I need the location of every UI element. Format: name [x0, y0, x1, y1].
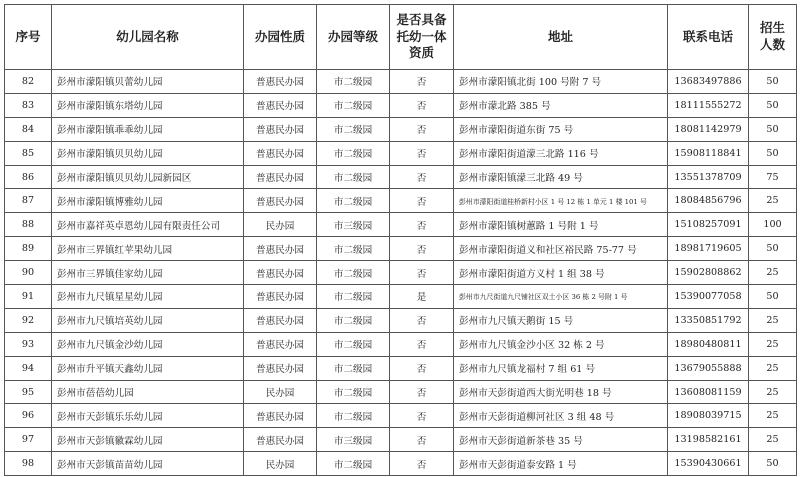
- cell-integrated: 否: [390, 452, 454, 476]
- cell-integrated: 否: [390, 356, 454, 380]
- kindergarten-table: [4, 4, 797, 476]
- cell-integrated: 否: [390, 189, 454, 213]
- cell-seq: 89: [5, 237, 52, 261]
- cell-name: 彭州市濛阳镇博雅幼儿园: [52, 189, 244, 213]
- cell-level: 市二级园: [317, 452, 390, 476]
- cell-address: 彭州市九尺街道九尺铺社区双土小区 36 栋 2 号附 1 号: [454, 285, 668, 309]
- cell-integrated: 否: [390, 404, 454, 428]
- cell-seq: 96: [5, 404, 52, 428]
- cell-level: 市三级园: [317, 213, 390, 237]
- cell-integrated: 否: [390, 165, 454, 189]
- cell-level: 市二级园: [317, 189, 390, 213]
- cell-phone: 18981719605: [668, 237, 749, 261]
- cell-address: 彭州市天彭街道新茶巷 35 号: [454, 428, 668, 452]
- header-level: 办园等级: [317, 5, 390, 70]
- cell-name: 彭州市濛阳镇贝贝幼儿园新园区: [52, 165, 244, 189]
- cell-phone: 15390077058: [668, 285, 749, 309]
- table-row: [5, 261, 797, 285]
- cell-nature: 普惠民办园: [244, 332, 317, 356]
- header-phone: 联系电话: [668, 5, 749, 70]
- table-row: [5, 404, 797, 428]
- cell-address: 彭州市濛阳镇濛三北路 49 号: [454, 165, 668, 189]
- cell-address: 彭州市濛阳街道方义村 1 组 38 号: [454, 261, 668, 285]
- cell-seq: 83: [5, 93, 52, 117]
- cell-seq: 86: [5, 165, 52, 189]
- table-row: [5, 93, 797, 117]
- cell-address: 彭州市濛阳街道桂桥新村小区 1 号 12 栋 1 单元 1 楼 101 号: [454, 189, 668, 213]
- header-integrated-line2: 托幼一体: [396, 28, 447, 44]
- cell-nature: 普惠民办园: [244, 93, 317, 117]
- cell-name: 彭州市天彭镇乐乐幼儿园: [52, 404, 244, 428]
- cell-integrated: 否: [390, 332, 454, 356]
- cell-level: 市二级园: [317, 141, 390, 165]
- cell-nature: 普惠民办园: [244, 165, 317, 189]
- cell-enroll: 50: [749, 93, 797, 117]
- cell-enroll: 25: [749, 332, 797, 356]
- cell-enroll: 50: [749, 117, 797, 141]
- table-row: [5, 356, 797, 380]
- cell-level: 市二级园: [317, 165, 390, 189]
- header-enroll-line1: 招生: [759, 20, 785, 36]
- cell-nature: 普惠民办园: [244, 237, 317, 261]
- cell-address: 彭州市九尺镇金沙小区 32 栋 2 号: [454, 332, 668, 356]
- cell-phone: 13679055888: [668, 356, 749, 380]
- cell-nature: 普惠民办园: [244, 261, 317, 285]
- cell-seq: 84: [5, 117, 52, 141]
- cell-name: 彭州市嘉祥英卓恩幼儿园有限责任公司: [52, 213, 244, 237]
- cell-integrated: 否: [390, 93, 454, 117]
- cell-address: 彭州市九尺镇天鹅街 15 号: [454, 308, 668, 332]
- cell-enroll: 50: [749, 285, 797, 309]
- cell-level: 市二级园: [317, 404, 390, 428]
- cell-address: 彭州市濛北路 385 号: [454, 93, 668, 117]
- cell-enroll: 50: [749, 452, 797, 476]
- table-row: [5, 165, 797, 189]
- cell-enroll: 25: [749, 428, 797, 452]
- cell-integrated: 否: [390, 428, 454, 452]
- cell-nature: 普惠民办园: [244, 308, 317, 332]
- cell-nature: 普惠民办园: [244, 117, 317, 141]
- cell-name: 彭州市濛阳镇乖乖幼儿园: [52, 117, 244, 141]
- cell-seq: 91: [5, 285, 52, 309]
- cell-level: 市二级园: [317, 356, 390, 380]
- cell-integrated: 否: [390, 237, 454, 261]
- cell-enroll: 75: [749, 165, 797, 189]
- header-enroll-line2: 人数: [759, 37, 785, 52]
- cell-level: 市二级园: [317, 332, 390, 356]
- cell-phone: 18908039715: [668, 404, 749, 428]
- cell-enroll: 100: [749, 213, 797, 237]
- cell-integrated: 否: [390, 380, 454, 404]
- cell-address: 彭州市濛阳街道东街 75 号: [454, 117, 668, 141]
- header-nature: 办园性质: [244, 5, 317, 70]
- table-row: [5, 428, 797, 452]
- table-row: [5, 332, 797, 356]
- cell-nature: 民办园: [244, 452, 317, 476]
- cell-name: 彭州市升平镇天鑫幼儿园: [52, 356, 244, 380]
- cell-enroll: 50: [749, 70, 797, 94]
- cell-seq: 87: [5, 189, 52, 213]
- cell-name: 彭州市濛阳镇贝贝幼儿园: [52, 141, 244, 165]
- cell-integrated: 是: [390, 285, 454, 309]
- cell-address: 彭州市天彭街道西大街光明巷 18 号: [454, 380, 668, 404]
- cell-seq: 98: [5, 452, 52, 476]
- cell-nature: 民办园: [244, 213, 317, 237]
- cell-seq: 94: [5, 356, 52, 380]
- cell-integrated: 否: [390, 70, 454, 94]
- cell-nature: 普惠民办园: [244, 404, 317, 428]
- cell-level: 市二级园: [317, 93, 390, 117]
- cell-enroll: 25: [749, 308, 797, 332]
- cell-integrated: 否: [390, 117, 454, 141]
- cell-integrated: 否: [390, 213, 454, 237]
- cell-nature: 普惠民办园: [244, 70, 317, 94]
- cell-phone: 13551378709: [668, 165, 749, 189]
- header-address: 地址: [454, 5, 668, 70]
- cell-seq: 92: [5, 308, 52, 332]
- cell-nature: 普惠民办园: [244, 285, 317, 309]
- cell-enroll: 50: [749, 141, 797, 165]
- table-row: [5, 213, 797, 237]
- cell-nature: 普惠民办园: [244, 189, 317, 213]
- cell-level: 市二级园: [317, 117, 390, 141]
- cell-level: 市二级园: [317, 261, 390, 285]
- cell-name: 彭州市九尺镇金沙幼儿园: [52, 332, 244, 356]
- header-name: 幼儿园名称: [52, 5, 244, 70]
- table-row: [5, 70, 797, 94]
- cell-name: 彭州市天彭镇徽霖幼儿园: [52, 428, 244, 452]
- cell-seq: 90: [5, 261, 52, 285]
- cell-level: 市二级园: [317, 237, 390, 261]
- cell-address: 彭州市天彭街道泰安路 1 号: [454, 452, 668, 476]
- header-seq: 序号: [5, 5, 52, 70]
- cell-seq: 95: [5, 380, 52, 404]
- cell-phone: 15108257091: [668, 213, 749, 237]
- cell-integrated: 否: [390, 141, 454, 165]
- cell-name: 彭州市天彭镇苗苗幼儿园: [52, 452, 244, 476]
- cell-enroll: 25: [749, 356, 797, 380]
- cell-phone: 13608081159: [668, 380, 749, 404]
- table-row: [5, 189, 797, 213]
- cell-name: 彭州市蓓蓓幼儿园: [52, 380, 244, 404]
- cell-address: 彭州市濛阳镇北街 100 号附 7 号: [454, 70, 668, 94]
- cell-address: 彭州市濛阳镇树蕙路 1 号附 1 号: [454, 213, 668, 237]
- cell-enroll: 25: [749, 404, 797, 428]
- header-integrated-line3: 资质: [408, 45, 434, 61]
- cell-phone: 18980480811: [668, 332, 749, 356]
- cell-name: 彭州市三界镇佳家幼儿园: [52, 261, 244, 285]
- cell-phone: 18111555272: [668, 93, 749, 117]
- cell-seq: 82: [5, 70, 52, 94]
- cell-enroll: 25: [749, 380, 797, 404]
- cell-level: 市二级园: [317, 308, 390, 332]
- table-row: [5, 117, 797, 141]
- cell-name: 彭州市九尺镇培英幼儿园: [52, 308, 244, 332]
- cell-address: 彭州市九尺镇龙福村 7 组 61 号: [454, 356, 668, 380]
- cell-integrated: 否: [390, 308, 454, 332]
- cell-name: 彭州市濛阳镇东塔幼儿园: [52, 93, 244, 117]
- cell-level: 市二级园: [317, 380, 390, 404]
- cell-seq: 88: [5, 213, 52, 237]
- cell-phone: 13198582161: [668, 428, 749, 452]
- cell-address: 彭州市濛阳街道濛三北路 116 号: [454, 141, 668, 165]
- table-row: [5, 452, 797, 476]
- cell-phone: 15390430661: [668, 452, 749, 476]
- cell-nature: 普惠民办园: [244, 141, 317, 165]
- cell-integrated: 否: [390, 261, 454, 285]
- cell-name: 彭州市三界镇红苹果幼儿园: [52, 237, 244, 261]
- header-integrated-line1: 是否具备: [396, 11, 447, 27]
- cell-level: 市三级园: [317, 428, 390, 452]
- header-enroll: [749, 5, 797, 70]
- cell-seq: 93: [5, 332, 52, 356]
- cell-address: 彭州市濛阳街道义和社区裕民路 75-77 号: [454, 237, 668, 261]
- cell-nature: 民办园: [244, 380, 317, 404]
- cell-phone: 15902808862: [668, 261, 749, 285]
- cell-level: 市二级园: [317, 285, 390, 309]
- cell-name: 彭州市濛阳镇贝蕾幼儿园: [52, 70, 244, 94]
- cell-enroll: 25: [749, 261, 797, 285]
- cell-phone: 13350851792: [668, 308, 749, 332]
- table-row: [5, 141, 797, 165]
- cell-phone: 13683497886: [668, 70, 749, 94]
- cell-seq: 97: [5, 428, 52, 452]
- table-row: [5, 237, 797, 261]
- cell-level: 市二级园: [317, 70, 390, 94]
- cell-enroll: 50: [749, 237, 797, 261]
- table-body: [5, 70, 797, 476]
- table-row: [5, 380, 797, 404]
- header-integrated: [390, 5, 454, 70]
- header-row: [5, 5, 797, 70]
- cell-phone: 18081142979: [668, 117, 749, 141]
- cell-nature: 普惠民办园: [244, 428, 317, 452]
- cell-nature: 普惠民办园: [244, 356, 317, 380]
- cell-phone: 18084856796: [668, 189, 749, 213]
- table-row: [5, 285, 797, 309]
- cell-phone: 15908118841: [668, 141, 749, 165]
- cell-name: 彭州市九尺镇星星幼儿园: [52, 285, 244, 309]
- table-row: [5, 308, 797, 332]
- cell-enroll: 25: [749, 189, 797, 213]
- cell-address: 彭州市天彭街道柳河社区 3 组 48 号: [454, 404, 668, 428]
- cell-seq: 85: [5, 141, 52, 165]
